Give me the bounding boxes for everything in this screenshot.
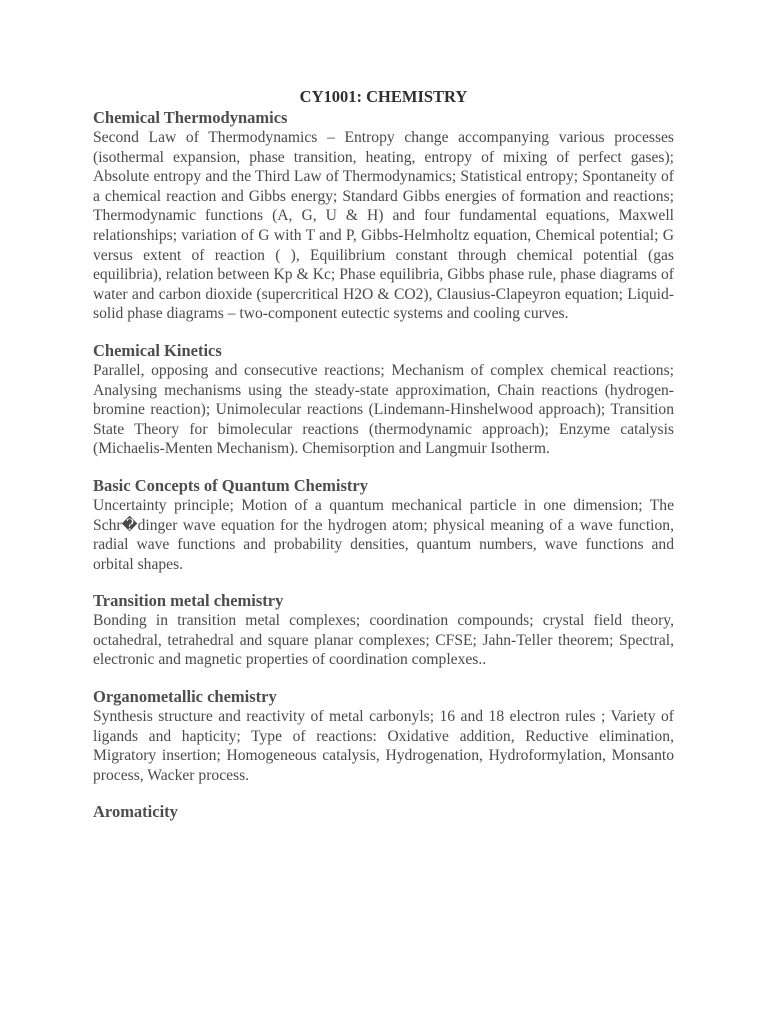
section-body: Synthesis structure and reactivity of metal carbonyls; 16 and 18 electron rules ; Variety of ligands and hapticity; Type of reactions: Oxidative addition, Reductive elimination, Migratory insertion; Homogeneous catalysis, Hydrogenation, Hydroformylation, Monsanto process, Wacker process. <box>93 708 674 784</box>
section-heading: Organometallic chemistry <box>93 687 277 707</box>
section-heading: Chemical Kinetics <box>93 340 222 360</box>
section-aromaticity <box>93 802 674 822</box>
section-chemical-thermodynamics <box>93 108 674 324</box>
section-heading: Transition metal chemistry <box>93 591 284 611</box>
section-heading: Basic Concepts of Quantum Chemistry <box>93 475 368 495</box>
section-chemical-kinetics <box>93 341 674 459</box>
section-body: Bonding in transition metal complexes; coordination compounds; crystal field theory, octahedral, tetrahedral and square planar complexes; CFSE; Jahn-Teller theorem; Spectral, electronic and magnetic properties of coordination complexes.. <box>93 612 674 669</box>
section-body: Parallel, opposing and consecutive reactions; Mechanism of complex chemical reactions; Analysing mechanisms using the steady-state approximation, Chain reactions (hydrogen-bromine reaction); Unimolecular reactions (Lindemann-Hinshelwood approach); Transition State Theory for bimolecular reactions (thermodynamic approach); Enzyme catalysis (Michaelis-Menten Mechanism). Chemisorption and Langmuir Isotherm. <box>93 361 674 458</box>
section-organometallic-chemistry <box>93 687 674 785</box>
document-page <box>93 86 674 839</box>
section-body: Second Law of Thermodynamics – Entropy change accompanying various processes (isothermal expansion, phase transition, heating, entropy of mixing of perfect gases); Absolute entropy and the Third Law of Thermodynamics; Statistical entropy; Spontaneity of a chemical reaction and Gibbs energy; Standard Gibbs energies of formation and reactions; Thermodynamic functions (A, G, U & H) and four fundamental equations, Maxwell relationships; variation of G with T and P, Gibbs-Helmholtz equation, Chemical potential; G versus extent of reaction ( ), Equilibrium constant through chemical potential (gas equilibria), relation between Kp & Kc; Phase equilibria, Gibbs phase rule, phase diagrams of water and carbon dioxide (supercritical H2O & CO2), Clausius-Clapeyron equation; Liquid-solid phase diagrams – two-component eutectic systems and cooling curves. <box>93 129 674 323</box>
section-transition-metal-chemistry <box>93 591 674 670</box>
section-heading: Aromaticity <box>93 802 178 822</box>
section-heading: Chemical Thermodynamics <box>93 108 288 127</box>
section-body: Uncertainty principle; Motion of a quantum mechanical particle in one dimension; The Schr�dinger wave equation for the hydrogen atom; physical meaning of a wave function, radial wave functions and probability densities, quantum numbers, wave functions and orbital shapes. <box>93 496 674 573</box>
section-quantum-chemistry <box>93 476 674 574</box>
page-title: CY1001: CHEMISTRY <box>299 87 468 106</box>
